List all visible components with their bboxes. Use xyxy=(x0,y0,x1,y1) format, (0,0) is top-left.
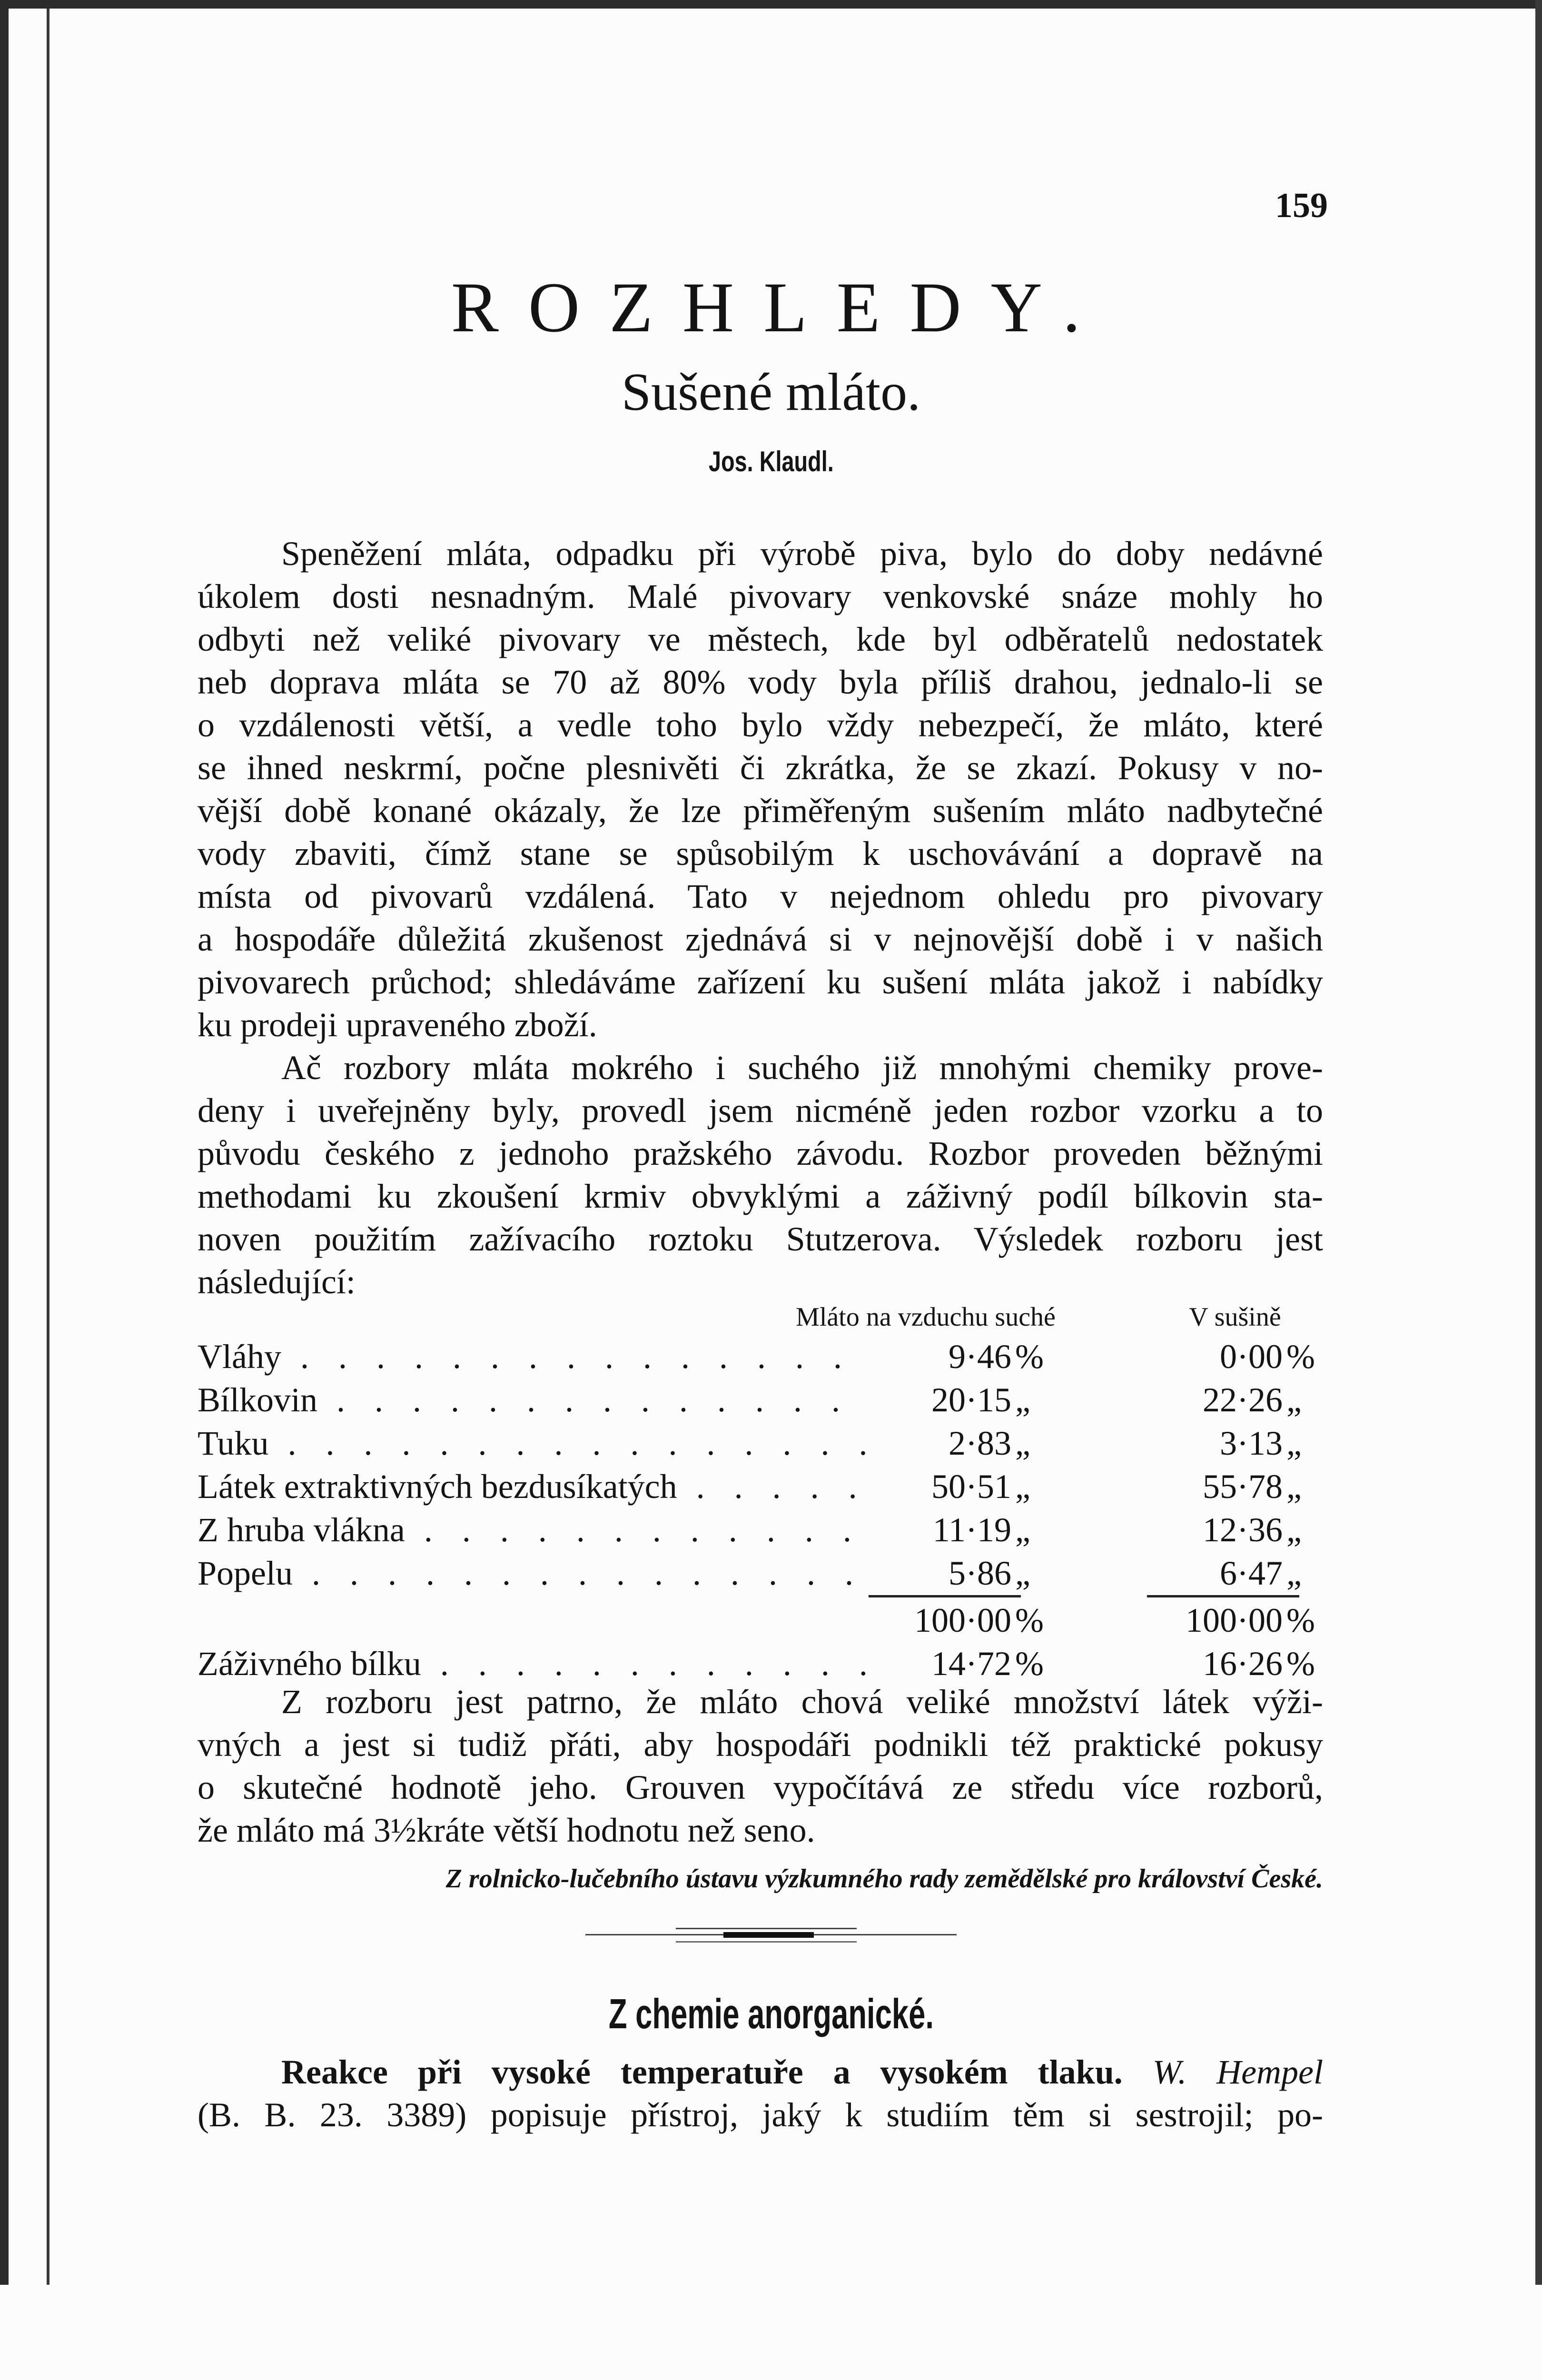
row-col1-unit: „ xyxy=(1015,1554,1030,1592)
row-col1: 50·51 xyxy=(869,1465,1011,1508)
row-col2: 12·36 xyxy=(1203,1511,1283,1549)
text-line: vných a jest si tudiž přáti, aby hospodáři podnikli též praktické pokusy xyxy=(198,1726,1323,1764)
table-row xyxy=(198,1552,1306,1595)
section-divider-ornament xyxy=(585,1928,957,1942)
row-col2-unit: „ xyxy=(1286,1511,1302,1549)
text-line: že mláto má 3½kráte větší hodnotu než seno. xyxy=(198,1811,815,1849)
row-col2-unit: % xyxy=(1286,1338,1315,1376)
row-col1-unit: % xyxy=(1015,1338,1044,1376)
row-col2-unit: % xyxy=(1286,1645,1315,1683)
text-line: pivovarech průchod; shledáváme zařízení ku sušení mláta jakož i nabídky xyxy=(198,963,1323,1001)
text-line: a hospodáře důležitá zkušenost zjednává si v nejnovější době i v našich xyxy=(198,920,1323,958)
row-col1: 20·15 xyxy=(869,1378,1011,1422)
row-col2: 0·00 xyxy=(1220,1338,1283,1376)
text-line: odbyti než veliké pivovary ve městech, kde byl odběratelů nedostatek xyxy=(198,620,1323,658)
text-line xyxy=(198,2051,1323,2093)
total-col2-unit: % xyxy=(1286,1601,1315,1639)
row-col1: 5·86 xyxy=(869,1552,1011,1595)
table-row-total xyxy=(198,1599,1315,1642)
total-col1: 100·00 xyxy=(869,1599,1011,1642)
page-edge-line xyxy=(47,9,49,2285)
text-line: o vzdálenosti větší, a vedle toho bylo vždy nebezpečí, že mláto, které xyxy=(198,706,1323,744)
row-col2: 6·47 xyxy=(1220,1554,1283,1592)
text-line: (B. B. 23. 3389) popisuje přístroj, jaký k studiím těm si sestrojil; po- xyxy=(198,2096,1323,2134)
item-author: W. Hempel xyxy=(1152,2053,1324,2091)
col-header-air-dry: Mláto na vzduchu suché xyxy=(796,1302,1056,1332)
sum-rule xyxy=(198,1595,1306,1599)
text-line: Speněžení mláta, odpadku při výrobě piva, bylo do doby nedávné xyxy=(281,535,1323,573)
paragraph-2 xyxy=(198,1046,1323,1303)
row-col2: 16·26 xyxy=(1203,1645,1283,1683)
text-line: vody zbaviti, čímž stane se spůsobilým k uschovávání a dopravě na xyxy=(198,834,1323,873)
sum-rule-col1 xyxy=(869,1595,1021,1597)
section-title: ROZHLEDY. xyxy=(451,268,1110,347)
section-heading-text: Z chemie anorganické. xyxy=(608,1990,934,2037)
row-col2-unit: „ xyxy=(1286,1468,1302,1506)
row-label: Vláhy . . . xyxy=(198,1335,869,1378)
text-line: úkolem dosti nesnadným. Malé pivovary venkovské snáze mohly ho xyxy=(198,577,1323,615)
total-col1-unit: % xyxy=(1015,1601,1044,1639)
row-col2: 55·78 xyxy=(1203,1468,1283,1506)
text-line: noven použitím zažívacího roztoku Stutzerova. Výsledek rozboru jest xyxy=(198,1220,1323,1258)
text-line: deny i uveřejněny byly, provedl jsem nicméně jeden rozbor vzorku a to xyxy=(198,1091,1323,1130)
table-row xyxy=(198,1378,1306,1422)
text-line: Ač rozbory mláta mokrého i suchého již mnohými chemiky prove- xyxy=(281,1049,1323,1087)
row-col1: 2·83 xyxy=(869,1422,1011,1465)
text-line: neb doprava mláta se 70 až 80% vody byla příliš drahou, jednalo-li se xyxy=(198,663,1323,701)
row-col2-unit: „ xyxy=(1286,1554,1302,1592)
row-label: Záživného bílku . . . xyxy=(198,1642,869,1686)
text-line: o skutečné hodnotě jeho. Grouven vypočítává ze středu více rozborů, xyxy=(198,1768,1323,1806)
row-label: Látek extraktivných bezdusíkatých . . . xyxy=(198,1465,869,1508)
row-col1: 14·72 xyxy=(869,1642,1011,1686)
table-row-digestible-protein xyxy=(198,1642,1315,1686)
row-label: Bílkovin . . . xyxy=(198,1378,869,1422)
paragraph-1 xyxy=(198,532,1323,1046)
text-line: ku prodeji upraveného zboží. xyxy=(198,1006,597,1044)
row-col1-unit: „ xyxy=(1015,1511,1030,1549)
table-body xyxy=(198,1335,1315,1595)
row-col1-unit: „ xyxy=(1015,1424,1030,1462)
row-label: Tuku . . . xyxy=(198,1422,869,1465)
section-heading xyxy=(0,1990,1542,2038)
row-col2-unit: „ xyxy=(1286,1381,1302,1419)
text-line: methodami ku zkoušení krmiv obvyklými a záživný podíl bílkovin sta- xyxy=(198,1177,1323,1215)
table-row xyxy=(198,1335,1315,1378)
item-title: Reakce při vysoké temperatuře a vysokém tlaku. xyxy=(281,2053,1123,2091)
page-number: 159 xyxy=(1275,186,1328,225)
col-header-dry-matter: V sušině xyxy=(1189,1302,1281,1332)
article-author xyxy=(0,445,1542,478)
row-col1: 9·46 xyxy=(869,1335,1011,1378)
sum-rule-col2 xyxy=(1147,1595,1299,1597)
row-col2: 3·13 xyxy=(1220,1424,1283,1462)
text-line: Z rozboru jest patrno, že mláto chová veliké množství látek výži- xyxy=(281,1683,1323,1721)
row-col1-unit: „ xyxy=(1015,1468,1030,1506)
text-line: místa od pivovarů vzdálená. Tato v nejednom ohledu pro pivovary xyxy=(198,877,1323,915)
text-line: původu českého z jednoho pražského závodu. Rozbor proveden běžnými xyxy=(198,1134,1323,1172)
table-header xyxy=(198,1302,1306,1335)
table-row xyxy=(198,1465,1306,1508)
row-label: Popelu . . . xyxy=(198,1552,869,1595)
text-line: se ihned neskrmí, počne plesnivěti či zkrátka, že se zkazí. Pokusy v no- xyxy=(198,749,1323,787)
total-col2: 100·00 xyxy=(1186,1601,1283,1639)
row-col2-unit: „ xyxy=(1286,1424,1302,1462)
row-col1-unit: % xyxy=(1015,1645,1044,1683)
article-title: Sušené mláto. xyxy=(621,363,921,422)
row-col1: 11·19 xyxy=(869,1508,1011,1552)
author-name: Jos. Klaudl. xyxy=(708,446,834,477)
row-col1-unit: „ xyxy=(1015,1381,1030,1419)
text-line: vější době konané okázaly, že lze přiměřeným sušením mláto nadbytečné xyxy=(198,792,1323,830)
row-col2: 22·26 xyxy=(1203,1381,1283,1419)
paragraph-3 xyxy=(198,1680,1323,1852)
table-row xyxy=(198,1422,1306,1465)
analysis-table xyxy=(198,1302,1315,1686)
row-label: Z hruba vlákna . . . xyxy=(198,1508,869,1552)
paragraph-4 xyxy=(198,2051,1323,2136)
attribution: Z rolnicko-lučebního ústavu výzkumného rady zemědělské pro království České. xyxy=(445,1864,1323,1894)
text-line: následující: xyxy=(198,1263,356,1301)
scan-border-top xyxy=(0,0,1542,9)
table-row xyxy=(198,1508,1306,1552)
